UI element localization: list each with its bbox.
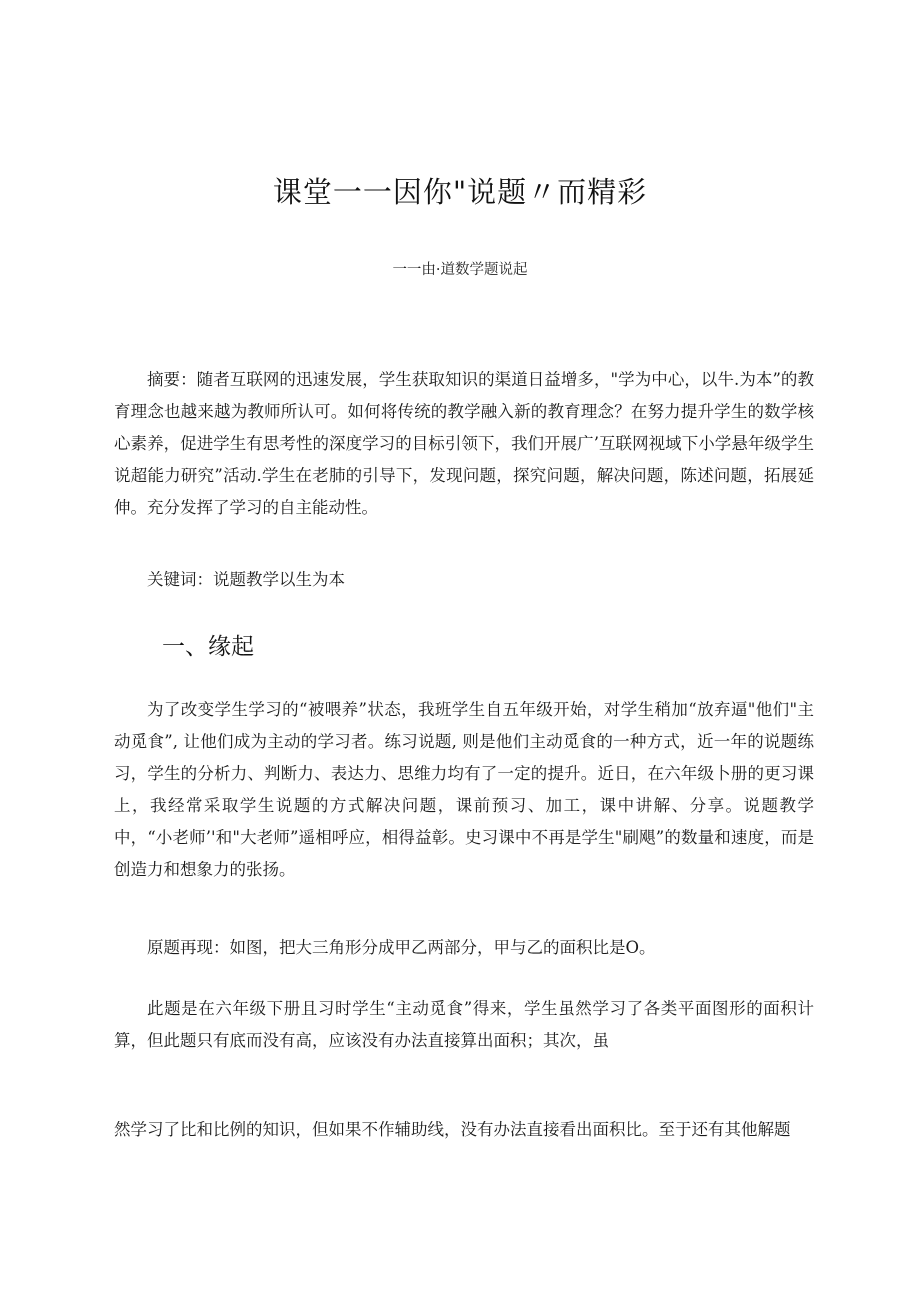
continuation-text: 然学习了比和比例的知识，但如果不作辅助线，没有办法直接看出面积比。至于还有其他解题 bbox=[114, 1120, 791, 1139]
section-heading: 一、缘起 bbox=[162, 634, 254, 660]
document-title: 课堂一一因你"说题〃而精彩 bbox=[272, 175, 648, 209]
keywords-line: 关键词：说题教学以生为本 bbox=[147, 570, 345, 589]
document-subtitle: 一一由·道数学题说起 bbox=[392, 262, 528, 278]
analysis-paragraph: 此题是在六年级下册且习时学生“主动觅食”得来，学生虽然学习了各类平面图形的面积计算，但此题只有底而没有高，应该没有办法直接算出面积；其次，虽 bbox=[114, 999, 814, 1050]
abstract-paragraph: 摘要：随者互联网的迅速发展，学生获取知识的渠道日益增多，"学为中心，以牛.为本”的教育理念也越来越为教师所认可。如何将传统的教学融入新的教育理念？在努力提升学生的数学核心素养，促进学生有思考性的深度学习的目标引领下，我们开展广’互联网视域下小学悬年级学生说超能力研究”活动.学生在老肺的引导下，发现问题，探究问题，解决问题，陈述问题，拓展延伸。充分发挥了学习的自主能动性。 bbox=[114, 370, 814, 517]
problem-statement: 原题再现：如图，把大三角形分成甲乙两部分，甲与乙的面积比是O。 bbox=[147, 938, 656, 957]
origin-paragraph: 为了改变学生学习的“被喂养”状态，我班学生自五年级开始，对学生稍加“放弃逼"他们"主动觅食”, 让他们成为主动的学习者。练习说题, 则是他们主动觅食的一种方式，近一年的说题练习，学生的分析力、判断力、表达力、思维力均有了一定的提升。近日，在六年级卜册的更习课上，我经常采取学生说题的方式解决问题，课前预习、加工，课中讲解、分享。说题教学中，“小老师’'和"大老师”遥相呼应，相得益彰。史习课中不再是学生"刷飓”的数量和速度，而是创造力和想象力的张扬。 bbox=[114, 700, 814, 879]
